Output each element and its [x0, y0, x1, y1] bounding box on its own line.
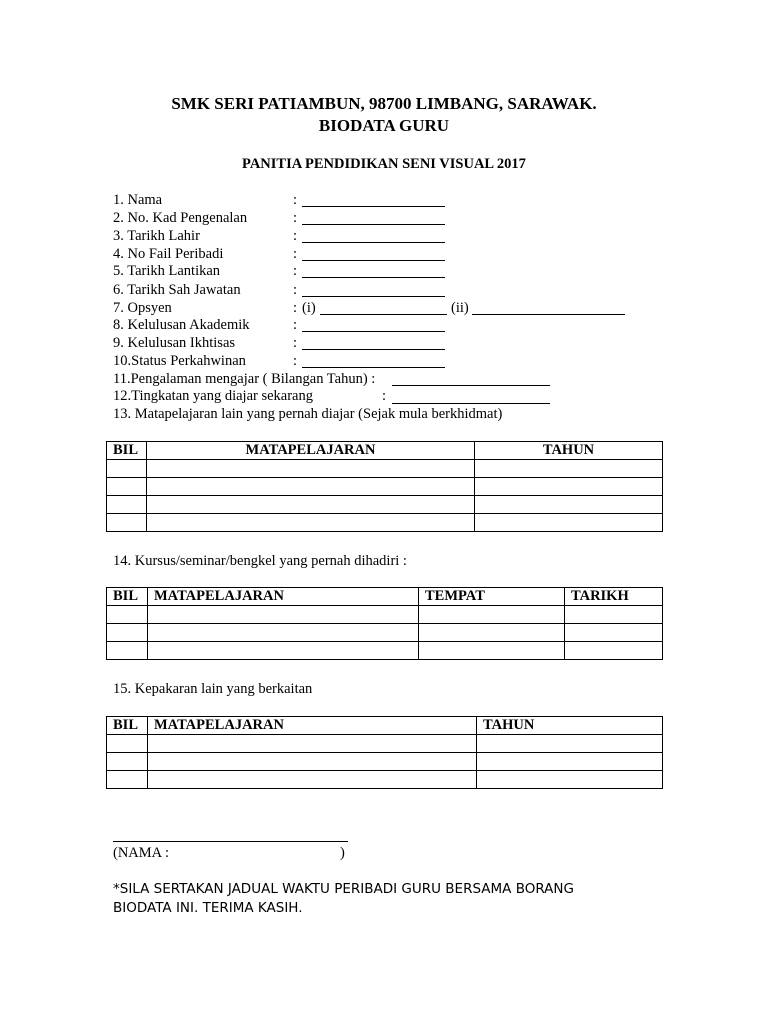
table-cell[interactable]	[419, 624, 565, 642]
field-colon: :	[293, 246, 298, 262]
table-kepakaran	[106, 716, 663, 789]
pengalaman-blank[interactable]	[392, 385, 550, 386]
table-row	[107, 624, 663, 642]
table-cell[interactable]	[148, 606, 419, 624]
item-matapelajaran-lain: 13. Matapelajaran lain yang pernah diajar (Sejak mula berkhidmat)	[113, 406, 503, 422]
field-colon: :	[293, 353, 298, 369]
header-tahun: TAHUN	[477, 717, 663, 735]
table-row	[107, 642, 663, 660]
table-row	[107, 460, 663, 478]
field-colon: :	[293, 263, 298, 279]
header-tempat: TEMPAT	[419, 588, 565, 606]
nama-blank[interactable]	[302, 206, 445, 207]
tingkatan-blank[interactable]	[392, 403, 550, 404]
table-cell[interactable]	[148, 624, 419, 642]
field-label: 1. Nama	[113, 192, 163, 208]
table-header-row	[107, 588, 663, 606]
table-kursus	[106, 587, 663, 660]
item-kepakaran: 15. Kepakaran lain yang berkaitan	[113, 681, 313, 697]
field-colon: :	[293, 317, 298, 333]
field-label: 3. Tarikh Lahir	[113, 228, 200, 244]
table-cell[interactable]	[565, 624, 663, 642]
header-matapelajaran: MATAPELAJARAN	[148, 717, 477, 735]
table-header-row	[107, 442, 663, 460]
table-cell[interactable]	[475, 496, 663, 514]
field-label: 2. No. Kad Pengenalan	[113, 210, 248, 226]
item-tingkatan-colon: :	[382, 388, 387, 404]
table-cell[interactable]	[107, 771, 148, 789]
table-cell[interactable]	[107, 624, 148, 642]
table-row	[107, 478, 663, 496]
table-cell[interactable]	[419, 642, 565, 660]
table-cell[interactable]	[148, 771, 477, 789]
table-row	[107, 771, 663, 789]
table-cell[interactable]	[477, 735, 663, 753]
table-cell[interactable]	[475, 478, 663, 496]
header-tarikh: TARIKH	[565, 588, 663, 606]
table-row	[107, 735, 663, 753]
fail-peribadi-blank[interactable]	[302, 260, 445, 261]
signature-name-close: )	[340, 845, 345, 861]
table-cell[interactable]	[147, 460, 475, 478]
field-label: 9. Kelulusan Ikhtisas	[113, 335, 236, 351]
table-cell[interactable]	[147, 496, 475, 514]
opsyen-ii-label: (ii)	[451, 300, 469, 316]
document-title: BIODATA GURU	[318, 116, 450, 135]
table-cell[interactable]	[419, 606, 565, 624]
item-pengalaman-mengajar: 11.Pengalaman mengajar ( Bilangan Tahun) :	[113, 371, 376, 387]
table-row	[107, 606, 663, 624]
table-cell[interactable]	[107, 735, 148, 753]
table-cell[interactable]	[107, 606, 148, 624]
table-cell[interactable]	[148, 753, 477, 771]
signature-line[interactable]	[113, 841, 348, 842]
table-row	[107, 496, 663, 514]
kelulusan-akademik-blank[interactable]	[302, 331, 445, 332]
table-cell[interactable]	[148, 735, 477, 753]
footer-line-1: *SILA SERTAKAN JADUAL WAKTU PERIBADI GURU BERSAMA BORANG	[113, 881, 574, 897]
table-cell[interactable]	[147, 514, 475, 532]
table-cell[interactable]	[107, 642, 148, 660]
table-cell[interactable]	[107, 460, 147, 478]
tarikh-lantikan-blank[interactable]	[302, 277, 445, 278]
opsyen-ii-blank[interactable]	[472, 314, 625, 315]
field-label: 4. No Fail Peribadi	[113, 246, 224, 262]
status-perkahwinan-blank[interactable]	[302, 367, 445, 368]
table-cell[interactable]	[477, 753, 663, 771]
footer-note	[113, 880, 673, 918]
field-colon: :	[293, 335, 298, 351]
panel-title: PANITIA PENDIDIKAN SENI VISUAL 2017	[242, 156, 526, 172]
table-cell[interactable]	[477, 771, 663, 789]
tarikh-lahir-blank[interactable]	[302, 242, 445, 243]
table-row	[107, 514, 663, 532]
field-label: 8. Kelulusan Akademik	[113, 317, 250, 333]
school-name: SMK SERI PATIAMBUN, 98700 LIMBANG, SARAWAK.	[171, 94, 597, 113]
item-kursus: 14. Kursus/seminar/bengkel yang pernah dihadiri :	[113, 553, 407, 569]
table-cell[interactable]	[107, 753, 148, 771]
field-label: 10.Status Perkahwinan	[113, 353, 246, 369]
header-matapelajaran: MATAPELAJARAN	[147, 442, 475, 460]
signature-name-open: (NAMA :	[113, 845, 169, 861]
field-colon: :	[293, 228, 298, 244]
field-colon: :	[293, 210, 298, 226]
header-matapelajaran: MATAPELAJARAN	[148, 588, 419, 606]
tarikh-sah-jawatan-blank[interactable]	[302, 296, 445, 297]
header-bil: BIL	[107, 442, 147, 460]
field-colon: :	[293, 192, 298, 208]
opsyen-i-blank[interactable]	[320, 314, 447, 315]
table-cell[interactable]	[107, 514, 147, 532]
table-header-row	[107, 717, 663, 735]
footer-line-2: BIODATA INI. TERIMA KASIH.	[113, 900, 303, 916]
table-matapelajaran-lain	[106, 441, 663, 532]
header-bil: BIL	[107, 717, 148, 735]
header-tahun: TAHUN	[475, 442, 663, 460]
kelulusan-ikhtisas-blank[interactable]	[302, 349, 445, 350]
table-cell[interactable]	[107, 478, 147, 496]
field-label: 7. Opsyen	[113, 300, 172, 316]
table-cell[interactable]	[147, 478, 475, 496]
item-tingkatan: 12.Tingkatan yang diajar sekarang	[113, 388, 313, 404]
field-label: 6. Tarikh Sah Jawatan	[113, 282, 241, 298]
table-cell[interactable]	[475, 460, 663, 478]
table-row	[107, 753, 663, 771]
table-cell[interactable]	[107, 496, 147, 514]
table-cell[interactable]	[565, 606, 663, 624]
table-cell[interactable]	[148, 642, 419, 660]
field-colon: :	[293, 300, 298, 316]
table-cell[interactable]	[565, 642, 663, 660]
header-bil: BIL	[107, 588, 148, 606]
opsyen-i-label: (i)	[302, 300, 316, 316]
kad-pengenalan-blank[interactable]	[302, 224, 445, 225]
field-label: 5. Tarikh Lantikan	[113, 263, 221, 279]
table-cell[interactable]	[475, 514, 663, 532]
field-colon: :	[293, 282, 298, 298]
